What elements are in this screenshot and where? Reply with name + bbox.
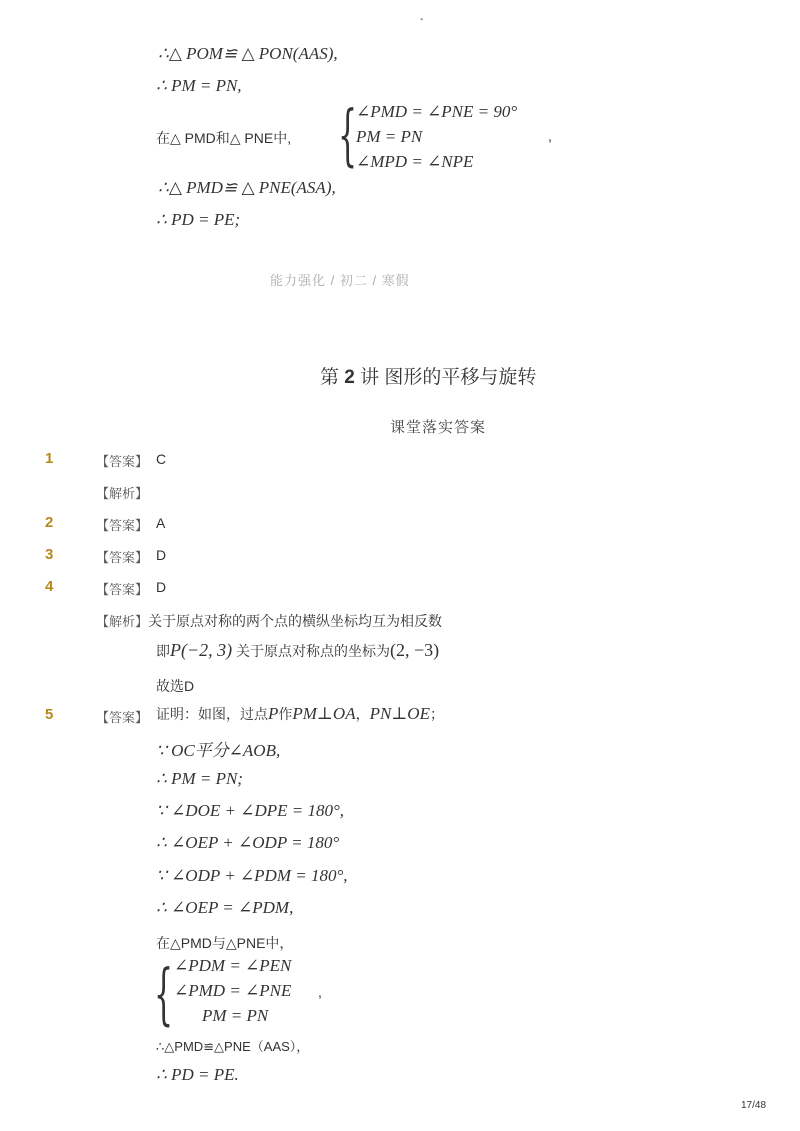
answer-tag-5: 【答案】: [96, 710, 149, 725]
intro-5-point: P: [268, 704, 279, 723]
q5-line-6: ∴ ∠OEP = ∠PDM,: [156, 898, 294, 917]
lesson-number: 2: [344, 367, 355, 388]
proof-line-pd-pe: ∴ PD = PE;: [156, 210, 241, 229]
intro-5-part1: 证明：如图，过点: [156, 706, 268, 722]
system-eq-2: PM = PN: [356, 127, 423, 146]
analysis-4a-part2: 关于原点对称点的坐标为: [232, 643, 391, 659]
answer-value-4: D: [156, 579, 167, 595]
answer-value-3: D: [156, 547, 167, 563]
intro-5-perp2: PN⊥OE: [369, 704, 430, 723]
analysis-line-4a: [156, 640, 439, 661]
proof-line-congruent-asa: ∴△ PMD≌ △ PNE(ASA),: [158, 178, 336, 197]
lesson-title-prefix: 第: [320, 367, 340, 388]
analysis-4a-result: (2, −3): [390, 640, 440, 660]
q5-system-suffix: ,: [318, 984, 322, 1000]
breadcrumb: 能力强化 / 初二 / 寒假: [270, 273, 410, 288]
answer-tag-2: 【答案】: [96, 518, 149, 533]
q5-in-triangles: 在△PMD与△PNE中，: [156, 935, 294, 951]
answer-tag-4: 【答案】: [96, 582, 149, 597]
analysis-text-4: 关于原点对称的两个点的横纵坐标均互为相反数: [148, 613, 442, 629]
question-number-2: 2: [45, 514, 54, 531]
q5-system-eq-3: PM = PN: [202, 1006, 269, 1025]
lesson-title-text: 讲 图形的平移与旋转: [360, 367, 537, 388]
answer-tag-1: 【答案】: [96, 454, 149, 469]
question-number-5: 5: [45, 706, 54, 723]
section-title: 课堂落实答案: [390, 419, 487, 436]
question-number-4: 4: [45, 578, 54, 595]
system-eq-3: ∠MPD = ∠NPE: [356, 152, 474, 171]
top-mark: -: [420, 14, 424, 25]
system-eq-1: ∠PMD = ∠PNE = 90°: [356, 102, 518, 121]
q5-conclusion-congruent: ∴△PMD≌△PNE（AAS），: [156, 1039, 310, 1054]
analysis-4a-point: P(−2, 3): [170, 640, 233, 660]
answer-intro-5: [156, 704, 444, 724]
answer-value-2: A: [156, 515, 166, 531]
q5-line-2: ∴ PM = PN;: [156, 769, 243, 788]
proof-line-pm-pn: ∴ PM = PN,: [156, 76, 242, 95]
q5-conclusion-pd-pe: ∴ PD = PE.: [156, 1065, 239, 1084]
page-number: 17/48: [741, 1100, 767, 1111]
system-suffix-top: ,: [548, 128, 552, 144]
proof-line-congruent-aas: ∴△ POM≌ △ PON(AAS),: [158, 44, 338, 63]
question-number-3: 3: [45, 546, 54, 563]
analysis-line-4b: 故选D: [156, 678, 195, 694]
analysis-tag-1: 【解析】: [96, 486, 149, 501]
intro-5-perp1: PM⊥OA: [292, 704, 356, 723]
intro-5-part3: ，: [355, 706, 370, 722]
q5-line-1: ∵ OC平分∠AOB,: [156, 741, 281, 760]
question-number-1: 1: [45, 450, 54, 467]
proof-line-in-triangles: 在△ PMD和△ PNE中,: [156, 130, 292, 146]
answer-tag-3: 【答案】: [96, 550, 149, 565]
system-brace-top: {: [338, 98, 358, 175]
analysis-tag-4: 【解析】: [96, 614, 149, 629]
q5-line-3: ∵ ∠DOE + ∠DPE = 180°,: [156, 801, 345, 820]
q5-system-eq-2: ∠PMD = ∠PNE: [174, 981, 292, 1000]
lesson-title: [320, 362, 536, 389]
analysis-4a-part1: 即: [156, 643, 170, 659]
q5-line-4: ∴ ∠OEP + ∠ODP = 180°: [156, 833, 340, 852]
q5-line-5: ∵ ∠ODP + ∠PDM = 180°,: [156, 866, 348, 885]
intro-5-part4: ；: [429, 706, 444, 722]
system-brace-q5: {: [154, 957, 174, 1034]
q5-system-eq-1: ∠PDM = ∠PEN: [174, 956, 292, 975]
answer-value-1: C: [156, 451, 167, 467]
intro-5-part2: 作: [278, 706, 293, 722]
